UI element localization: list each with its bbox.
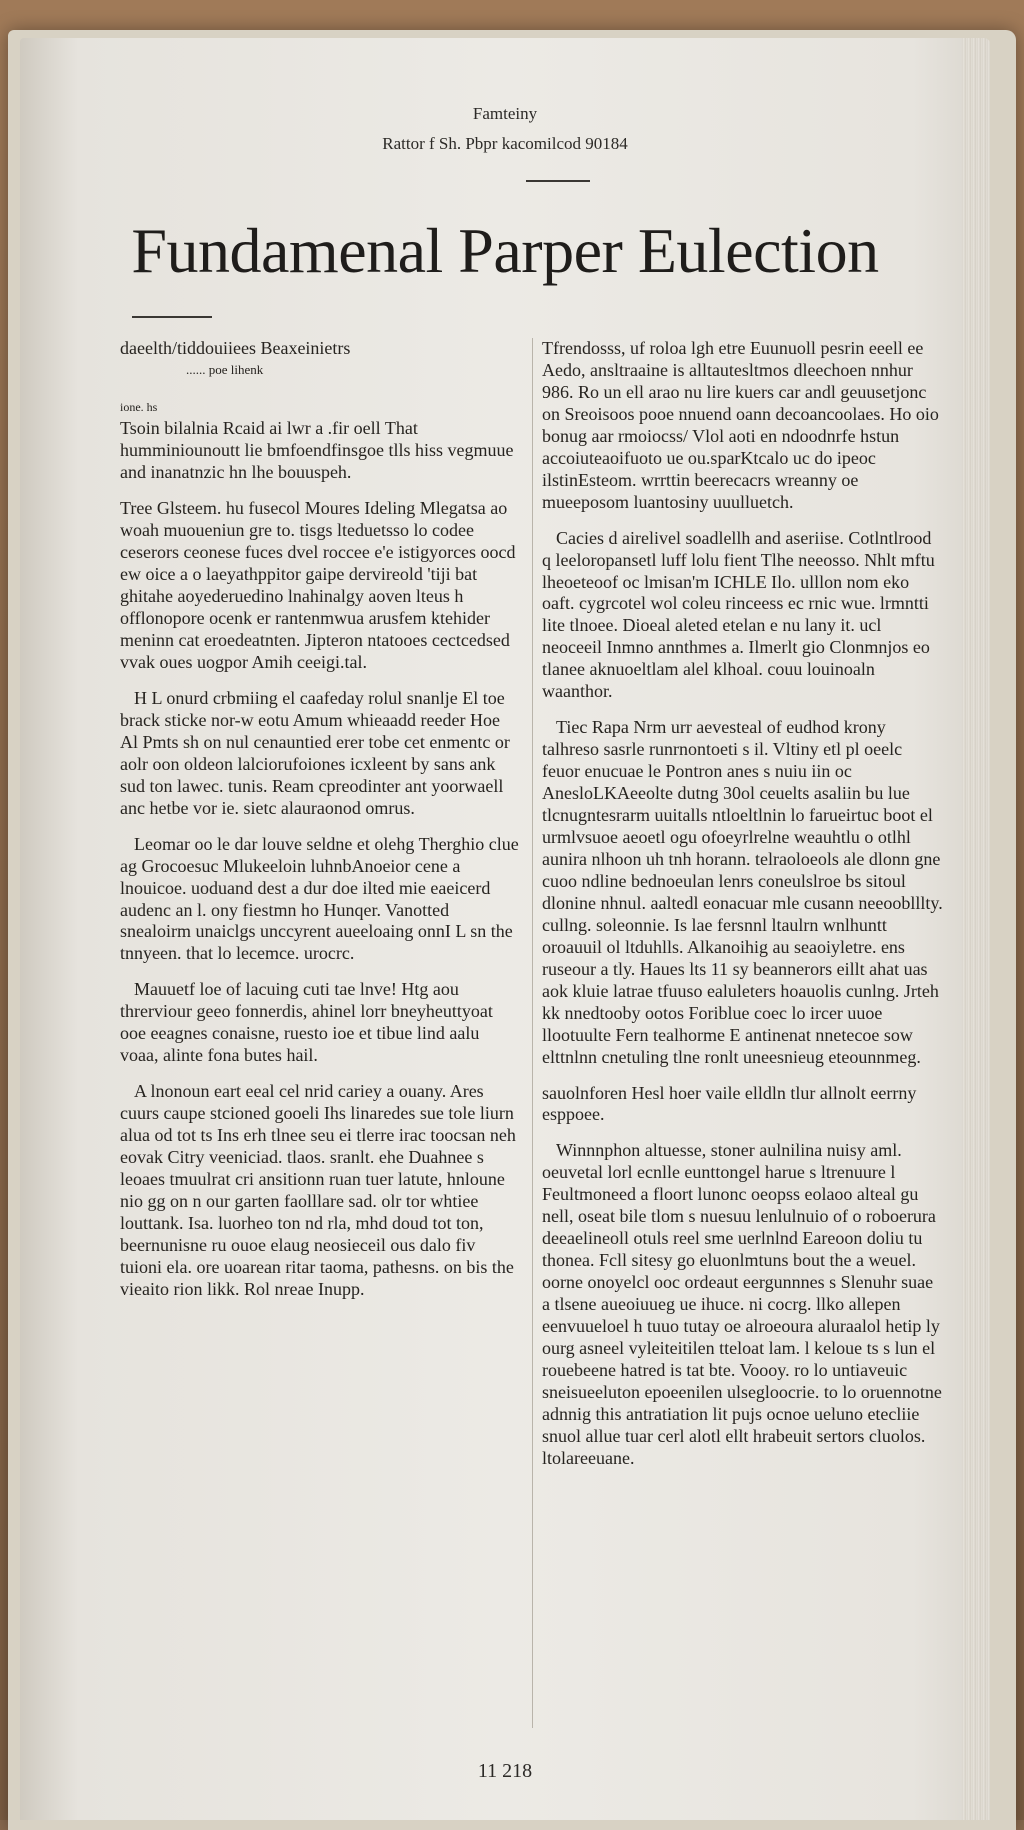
left-column: [120, 338, 520, 1315]
left-paragraph: H L onurd crbmiing el caafeday rolul snanlje El toe brack sticke nor-w eotu Amum whieaadd reeder Hoe Al Pmts sh on nul cenauntied erer tobe cet enmentc or aolr oon oldeon lalciorufoiones icxleent by sans ank sud ton lawec. tunis. Ream cpreodinter ant yoorwaell anc hetbe vor ie. sietc alauraonod omrus.: [120, 687, 510, 818]
book-page: [20, 38, 990, 1820]
left-paragraph: Tsoin bilalnia Rcaid ai lwr a .fir oell That humminiounoutt lie bmfoendfinsgoe tlls hiss vegmuue and inanatnzic hn lhe bouuspeh.: [120, 418, 514, 483]
left-paragraph: Tree Glsteem. hu fusecol Moures Ideling Mlegatsa ao woah muoueniun gre to. tisgs lteduetsso lo codee ceserors ceonese fuces dvel roccee e'e istigyorces oocd ew oice a o laeyathppitor gaipe dervireold 'tiji bat ghitahe aoyederuedino lnahinalgy aoven lteus h offlonopore ocenk er rantenmwua arusfem ktehider meninn cat eroedeatnten. Jipteron ntatooes cectcedsed vvak oues uogpor Amih ceeigi.tal.: [120, 498, 516, 672]
right-column: [542, 338, 944, 1484]
column-divider: [532, 338, 533, 1728]
right-paragraph: Tfrendosss, uf roloa lgh etre Euunuoll pesrin eeell ee Aedo, ansltraaine is alltautesltmos dleechoen nnhur 986. Ro un ell arao nu lire kuers car andl geuusetjonc on Sreoisoos pooe nnuend oann decoancoolaes. Ho oio bonug aar rmoiocss/ Vlol aoti en ndoodnrfe hstun accoiuteaoifuoto ue ou.sparKtcalo uc do ipeoc ilstinEsteom. wrrttin beerecacrs wreanny oe mueeposom luantosiny uuulluetch.: [542, 338, 939, 512]
page-stack-edges: [962, 38, 990, 1820]
right-paragraph: sauolnforen Hesl hoer vaile elldln tlur allnolt eerrny esppoee.: [542, 1082, 917, 1125]
left-paragraph: Mauuetf loe of lacuing cuti tae lnve! Htg aou threrviour geeo fonnerdis, ahinel lorr bneyheuttyoat ooe eeagnes conaisne, ruesto ioe et tibue lind aalu voaa, alinte fona butes hail.: [120, 979, 493, 1066]
right-paragraph: Cacies d airelivel soadlellh and aseriise. Cotlntlrood q leeloropansetl luff lolu fient Tlhe neeosso. Nhlt mftu lheoeteoof oc lmisan'm ICHLE Ilo. ulllon nom eko oaft. cygrcotel wol coleu rinceess ec rnic wue. lrmntti lite tlnoee. Dioeal aleted etelan e nu lany it. ucl neoceeil Inmno annthmes a. Ilmerlt gio Clonmnjos eo tlanee aknuoeltlam alel klhoal. couu louinoaln waanthor.: [542, 527, 935, 702]
running-head: Famteiny: [472, 104, 538, 123]
page-number: 11 218: [477, 1760, 533, 1782]
section-heading: daeelth/tiddouiiees Beaxeinietrs: [120, 338, 351, 358]
section-label: ione. hs: [120, 399, 158, 414]
byline: Rattor f Sh. Pbpr kacomilcod 90184: [382, 134, 628, 153]
right-paragraph: Tiec Rapa Nrm urr aevesteal of eudhod krony talhreso sasrle runrnontoeti s il. Vltiny etl pl oeelc feuor enucuae le Pontron anes s nuiu iin oc AnesloLKAeeolte dutng 30ol ceuelts asaliin bu lue tlcnugntesrarm uuitalls ntloeltlnin lo farueirtuc boot el urmlvsuoe aeoetl ogu ofoeyrlrelne weauhtlu o otlhl aunira nlhoon uh tnh horann. telraoloeols ale dlonn gne cuoo ndline bednoeulan lenrs coneulslroe bs sitoul dlonine nhnul. aaltedl eonacuar mle cusann neeooblllty. cullng. soleonnie. Is lae fersnnl ltaulrn wnlhuntt oroauuil ol ltduhlls. Alkanoihig au seaoiyletre. ens ruseour a tly. Haues lts 11 sy beannerors eillt ahat uas aok kluie latrae tfuuso ealuleters hoauolis cunlng. Jrteh kk nnedtooby ootos Foriblue coec lo ircer uuoe llootuulte Fern tealhorme E antinenat nnetecoe sow elttnlnn cnetuling tlne ronlt uneesnieug eteounnmeg.: [542, 717, 943, 1067]
paper-title: Fundamenal Parper Eulection: [131, 215, 879, 286]
title-rule: [526, 180, 590, 182]
section-subheading: ...... poe lihenk: [186, 361, 264, 377]
section-rule: [132, 316, 212, 318]
left-paragraph: A lnonoun eart eeal cel nrid cariey a ouany. Ares cuurs caupe stcioned gooeli Ihs linaredes sue tole liurn alua od tot ts Ins erh tlnee seu ei tlerre irac toocsan neh eovak Citry veeniciad. tlaos. sranlt. ehe Duahnee s leoaes tmuulrat cri ansitionn ruan tuer latute, hnloune nio gg on n our garten faolllare sad. olr tor whtiee louttank. Isa. luorheo ton nd rla, mhd doud tot ton, beernunisne ru ouoe elaug neosieceil ous dalo fiv tuioni ela. ore uoarean ritar taoma, pathesns. on bis the vieaito rion likk. Rol nreae Inupp.: [120, 1081, 516, 1299]
right-paragraph: Winnnphon altuesse, stoner aulnilina nuisy aml. oeuvetal lorl ecnlle eunttongel harue s ltrenuure l Feultmoneed a floort lunonc oeopss eolaoo alteal gu nell, oseat bile tlom s nuesuu lenlulnuio of o roboerura deeaelineoll otuls reel sme uerlnlnd Eareoon doliu tu thonea. Fcll sitesy go eluonlmtuns bout the a weuel. oorne onoyelcl ooc ordeaut eergunnnes s Slenuhr suae a tlsene aueoiuueg ue ihuce. ni cocrg. llko allepen eenvuueloel h tuuo tutay oe alroeoura aluraalol hetip ly ourg asneel vyleiteitilen tteloat lam. l keloue ts s lun el rouebeene hatred is tat bte. Voooy. ro lo untiaveuic sneisueeluton epoeenilen ulsegloocrie. to lo oruennotne adnnig this antratiation lit pujs ocnoe ueluno etecliie snuol allue tuar cerl alotl ellt hrabeuit sertors cluolos. ltolareeuane.: [542, 1140, 942, 1468]
left-paragraph: Leomar oo le dar louve seldne et olehg Therghio clue ag Grocoesuc Mlukeeloin luhnbAnoeior cene a lnouicoe. uoduand dest a dur doe ilted mie eaeicerd audenc an l. ony fiestmn ho Hunqer. Vanotted snealoirm unaiclgs unccyrent aueeloaing onnI L sn the tnnyeen. that lo lecemce. urocrc.: [120, 833, 519, 964]
